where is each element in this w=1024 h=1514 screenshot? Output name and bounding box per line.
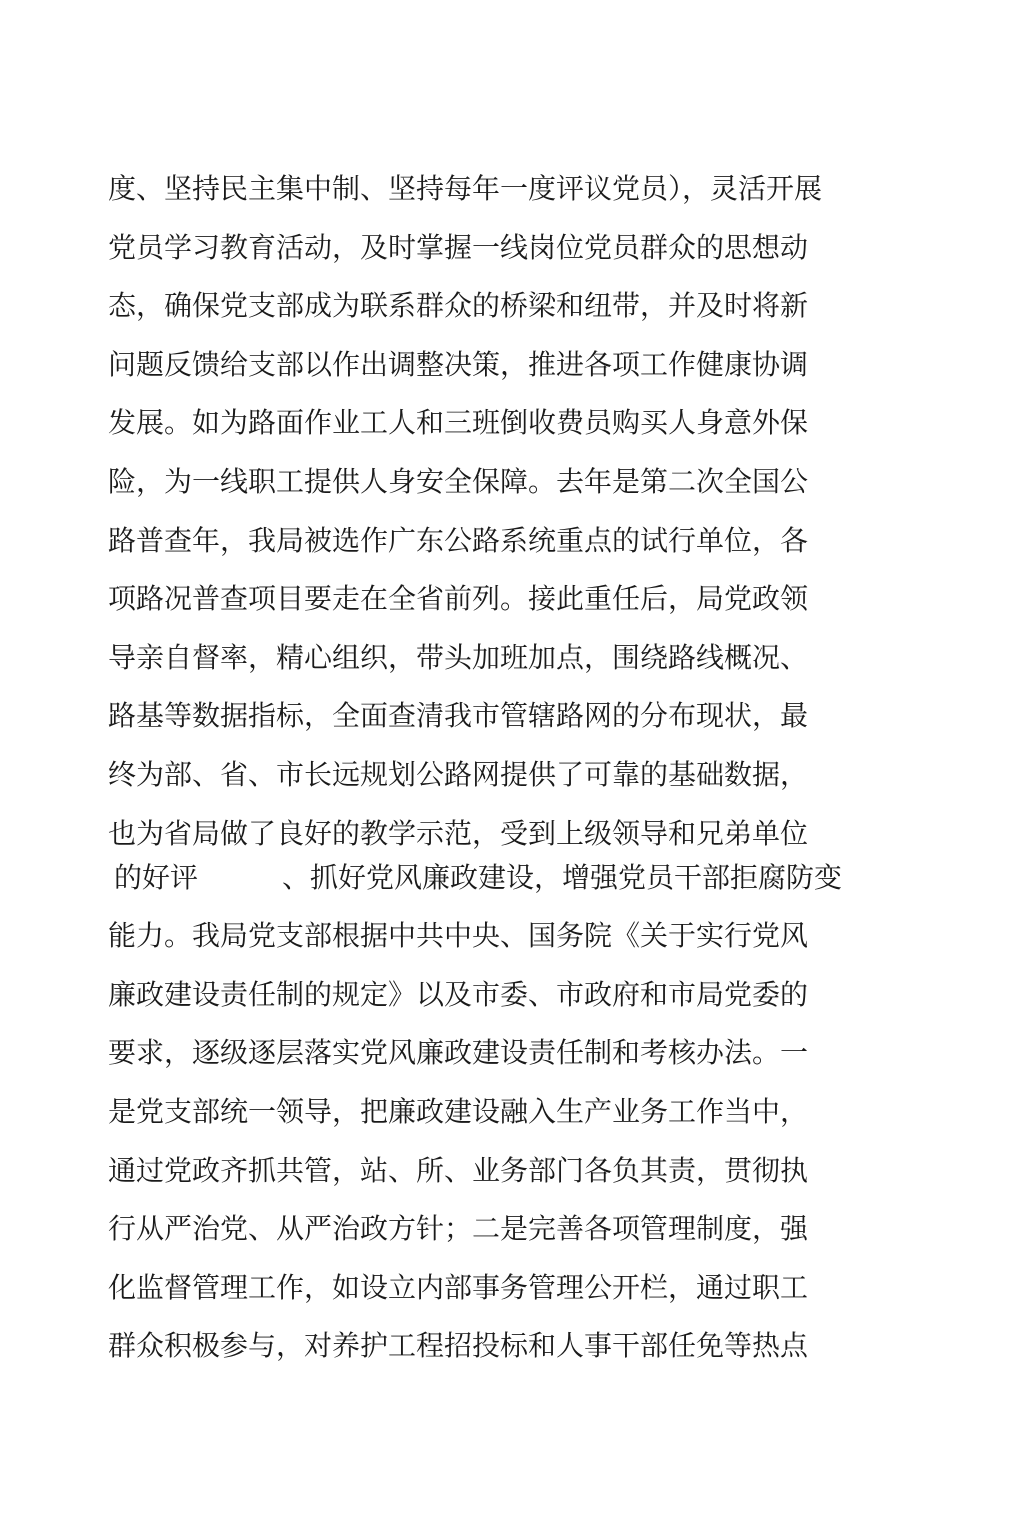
text-line-21: 群众积极参与，对养护工程招投标和人事干部任免等热点: [108, 1329, 809, 1363]
text-line-12: 也为省局做了良好的教学示范，受到上级领导和兄弟单位: [108, 816, 809, 850]
text-line-11: 终为部、省、市长远规划公路网提供了可靠的基础数据，: [108, 757, 809, 791]
text-line-8: 项路况普查项目要走在全省前列。接此重任后，局党政领: [108, 582, 809, 616]
text-line-13: 的好评 、抓好党风廉政建设，增强党员干部拒腐防变: [114, 860, 843, 894]
text-line-14: 能力。我局党支部根据中共中央、国务院《关于实行党风: [108, 919, 809, 953]
text-line-4: 问题反馈给支部以作出调整决策，推进各项工作健康协调: [108, 347, 809, 381]
text-line-16: 要求，逐级逐层落实党风廉政建设责任制和考核办法。一: [108, 1036, 809, 1070]
text-line-5: 发展。如为路面作业工人和三班倒收费员购买人身意外保: [108, 406, 809, 440]
text-line-18: 通过党政齐抓共管，站、所、业务部门各负其责，贯彻执: [108, 1153, 809, 1187]
text-line-9: 导亲自督率，精心组织，带头加班加点，围绕路线概况、: [108, 640, 809, 674]
text-line-2: 党员学习教育活动，及时掌握一线岗位党员群众的思想动: [108, 230, 809, 264]
text-line-6: 险，为一线职工提供人身安全保障。去年是第二次全国公: [108, 464, 809, 498]
body-text: [108, 160, 908, 1376]
text-line-3: 态，确保党支部成为联系群众的桥梁和纽带，并及时将新: [108, 289, 809, 323]
text-line-19: 行从严治党、从严治政方针；二是完善各项管理制度，强: [108, 1212, 809, 1246]
text-line-20: 化监督管理工作，如设立内部事务管理公开栏，通过职工: [108, 1270, 809, 1304]
text-line-1: 度、坚持民主集中制、坚持每年一度评议党员），灵活开展: [108, 172, 823, 205]
text-line-15: 廉政建设责任制的规定》以及市委、市政府和市局党委的: [108, 977, 809, 1011]
text-line-10: 路基等数据指标，全面查清我市管辖路网的分布现状，最: [108, 699, 809, 733]
text-line-17: 是党支部统一领导，把廉政建设融入生产业务工作当中，: [108, 1094, 809, 1128]
text-line-7: 路普查年，我局被选作广东公路系统重点的试行单位，各: [108, 523, 809, 557]
